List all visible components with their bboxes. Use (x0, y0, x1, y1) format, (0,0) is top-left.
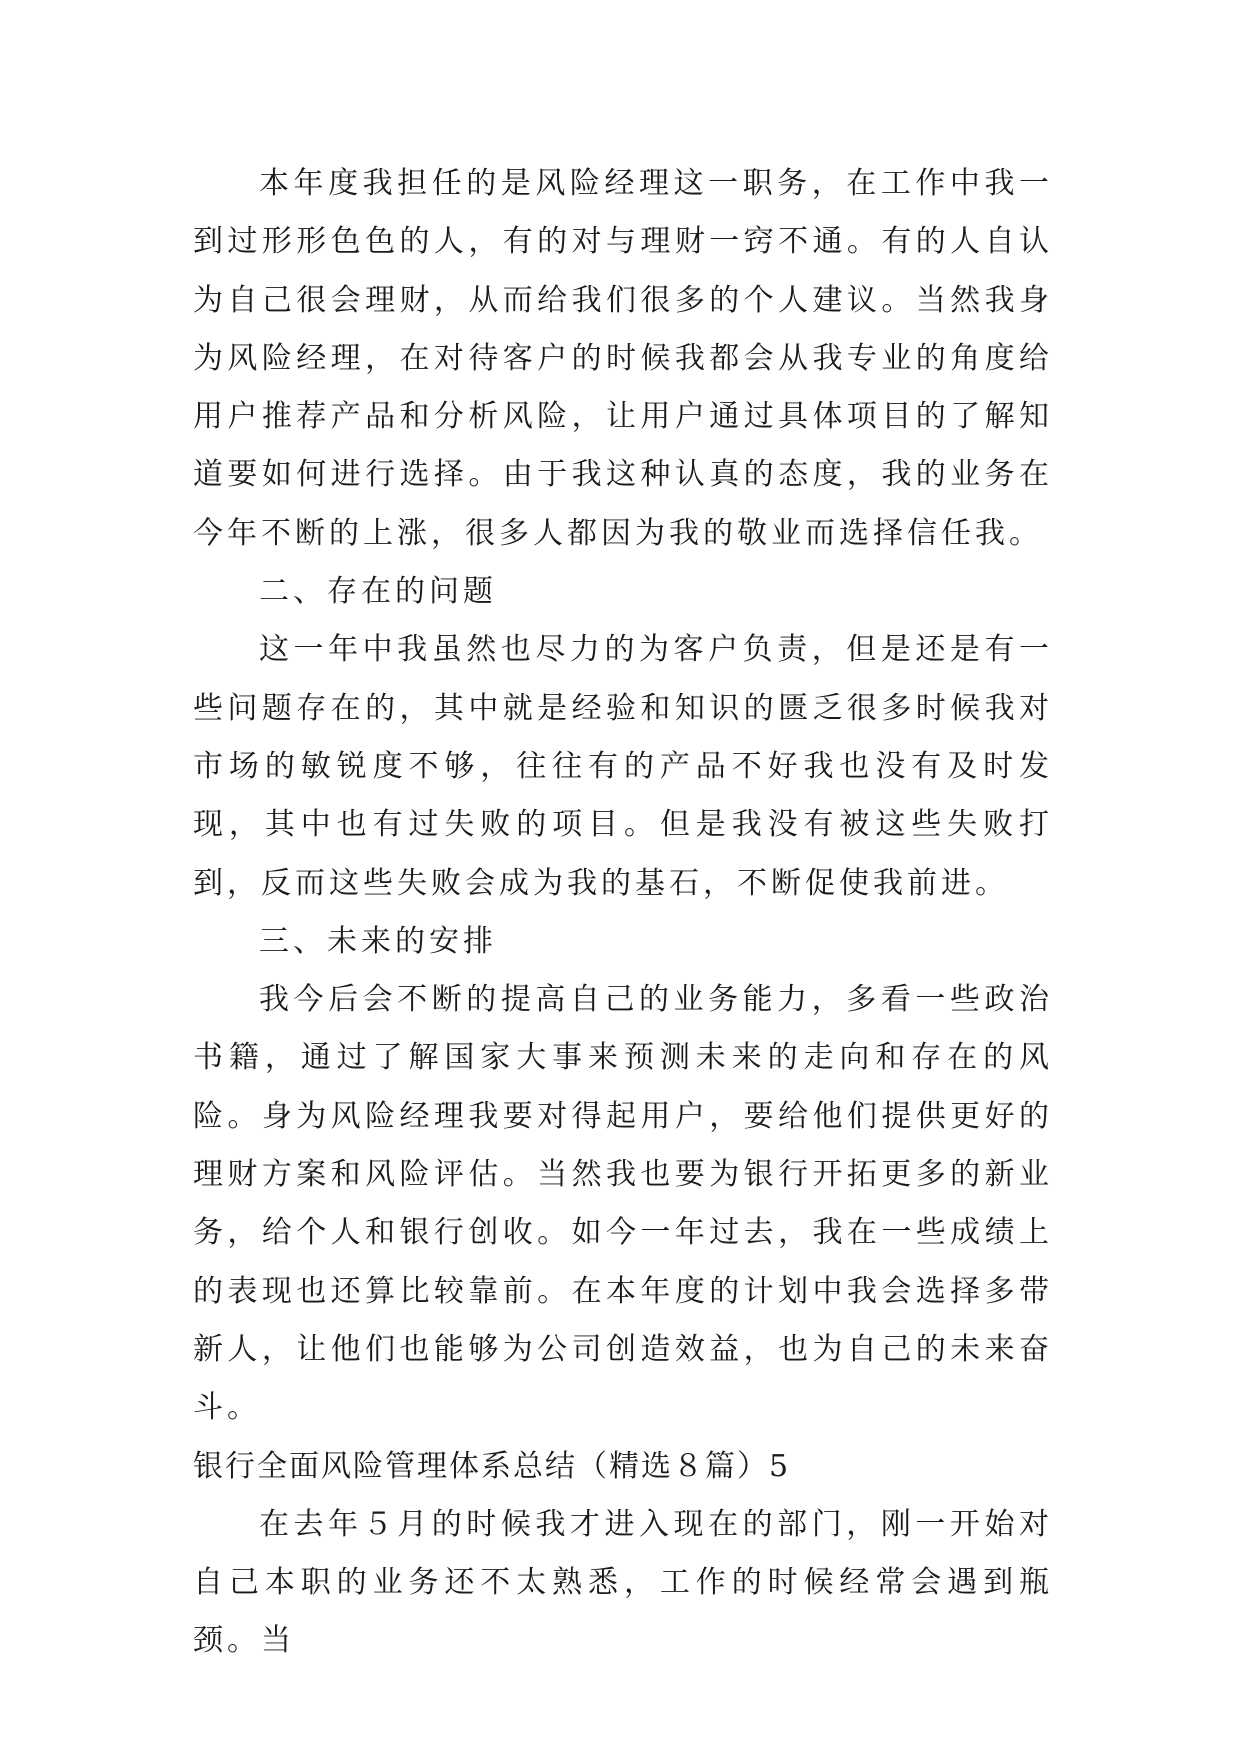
paragraph-future-plans: 我今后会不断的提高自己的业务能力，多看一些政治书籍，通过了解国家大事来预测未来的走向和存在的风险。身为风险经理我要对得起用户，要给他们提供更好的理财方案和风险评估。当然我也要为银行开拓更多的新业务，给个人和银行创收。如今一年过去，我在一些成绩上的表现也还算比较靠前。在本年度的计划中我会选择多带新人，让他们也能够为公司创造效益，也为自己的未来奋斗。 (193, 982, 1053, 1426)
section-heading-future-plans: 三、未来的安排 (259, 923, 497, 959)
paragraph-article-5-opening: 在去年５月的时候我才进入现在的部门，刚一开始对自己本职的业务还不太熟悉，工作的时候经常会遇到瓶颈。当 (193, 1506, 1053, 1659)
document-body (193, 155, 1053, 1671)
paragraph-risk-manager-duties: 本年度我担任的是风险经理这一职务，在工作中我一到过形形色色的人，有的对与理财一窍不通。有的人自认为自己很会理财，从而给我们很多的个人建议。当然我身为风险经理，在对待客户的时候我都会从我专业的角度给用户推荐产品和分析风险，让用户通过具体项目的了解知道要如何进行选择。由于我这种认真的态度，我的业务在今年不断的上涨，很多人都因为我的敬业而选择信任我。 (193, 166, 1053, 551)
article-title: 银行全面风险管理体系总结（精选８篇）5 (193, 1448, 791, 1484)
section-heading-existing-problems: 二、存在的问题 (259, 574, 497, 610)
paragraph-problems: 这一年中我虽然也尽力的为客户负责，但是还是有一些问题存在的，其中就是经验和知识的匮乏很多时候我对市场的敏锐度不够，往往有的产品不好我也没有及时发现，其中也有过失败的项目。但是我没有被这些失败打到，反而这些失败会成为我的基石，不断促使我前进。 (193, 632, 1053, 901)
